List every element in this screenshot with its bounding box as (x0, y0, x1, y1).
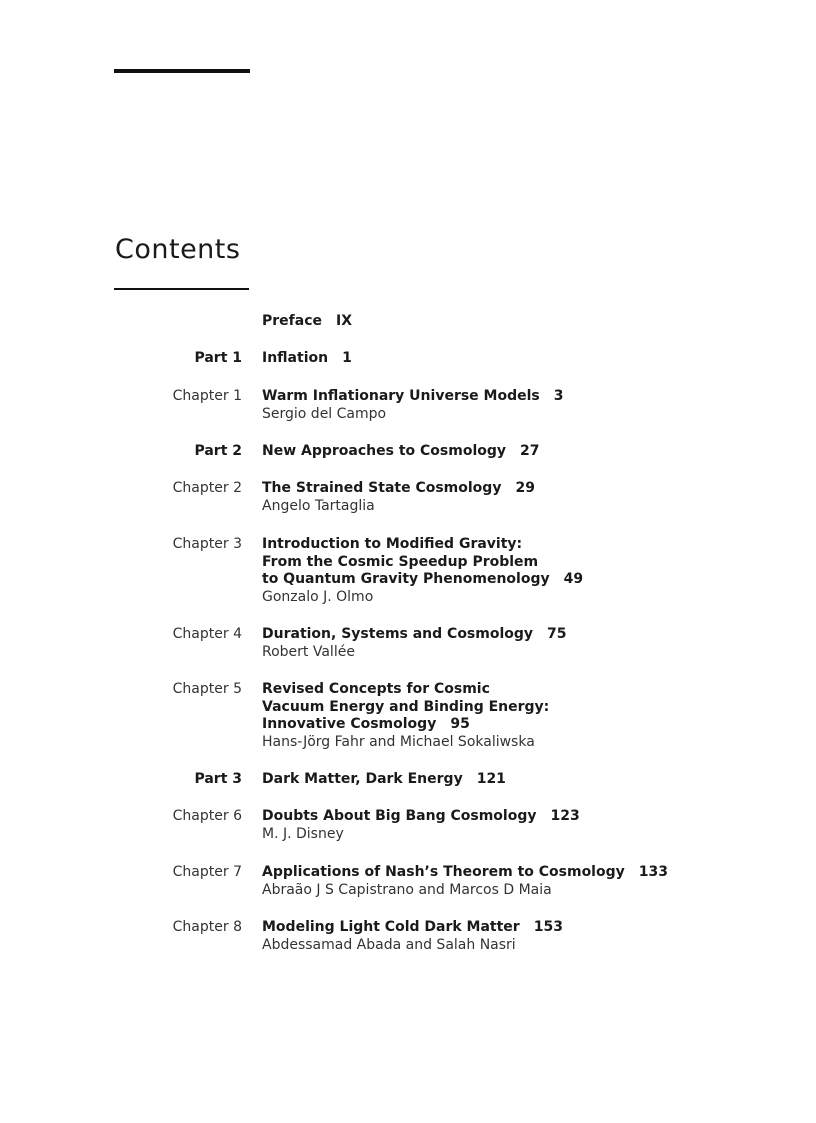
page-number: 49 (563, 571, 584, 588)
title-underline-rule (114, 288, 249, 290)
entry-body (262, 626, 712, 661)
top-decorative-rule (114, 69, 250, 73)
entry-author: Robert Vallée (262, 643, 355, 660)
entry-author: Gonzalo J. Olmo (262, 588, 374, 605)
chapter-label: Chapter 4 (172, 626, 242, 642)
entry-title-line: Duration, Systems and Cosmology 75 (262, 626, 567, 642)
entry-body (262, 313, 712, 331)
entry-author: Abraão J S Capistrano and Marcos D Maia (262, 881, 552, 898)
entry-author: Hans-Jörg Fahr and Michael Sokaliwska (262, 733, 535, 750)
entry-title-line: Dark Matter, Dark Energy 121 (262, 771, 506, 787)
chapter-label: Chapter 3 (172, 536, 242, 552)
entry-author: M. J. Disney (262, 825, 344, 842)
chapter-label: Chapter 1 (172, 388, 242, 404)
entry-title-line: Applications of Nash’s Theorem to Cosmology 133 (262, 864, 668, 880)
entry-body (262, 771, 712, 789)
part-label: Part 2 (194, 443, 242, 459)
page-number: 1 (342, 350, 352, 366)
page-number: 3 (553, 388, 564, 404)
entry-title-line: Revised Concepts for Cosmic (262, 681, 490, 697)
entry-title-line: Doubts About Big Bang Cosmology 123 (262, 808, 580, 824)
entry-title-line: Warm Inflationary Universe Models 3 (262, 388, 564, 404)
entry-title-line: From the Cosmic Speedup Problem (262, 553, 539, 570)
chapter-label: Chapter 7 (172, 864, 242, 880)
entry-body (262, 808, 712, 843)
entry-body (262, 350, 712, 368)
page-number: 75 (547, 626, 567, 642)
chapter-label: Chapter 6 (172, 808, 242, 824)
entry-author: Abdessamad Abada and Salah Nasri (262, 936, 516, 953)
entry-title-line: The Strained State Cosmology 29 (262, 480, 535, 496)
chapter-label: Chapter 5 (172, 681, 242, 697)
entry-body (262, 864, 712, 899)
entry-author: Angelo Tartaglia (262, 497, 375, 514)
page-number: IX (336, 313, 353, 329)
entry-title-line: Innovative Cosmology 95 (262, 716, 470, 733)
entry-title-line: Preface IX (262, 313, 353, 329)
part-label: Part 3 (194, 771, 242, 787)
entry-body (262, 536, 712, 606)
page-number: 95 (450, 716, 470, 733)
entry-body (262, 919, 712, 954)
entry-title-line: Introduction to Modified Gravity: (262, 536, 523, 552)
page-number: 121 (476, 771, 506, 787)
page-number: 123 (550, 808, 580, 824)
entry-author: Sergio del Campo (262, 405, 387, 422)
entry-title-line: Vacuum Energy and Binding Energy: (262, 698, 550, 715)
page-title: Contents (115, 234, 241, 265)
entry-body (262, 443, 712, 461)
entry-body (262, 388, 712, 423)
chapter-label: Chapter 2 (172, 480, 242, 496)
entry-title-line: to Quantum Gravity Phenomenology 49 (262, 571, 584, 588)
page-number: 133 (638, 864, 668, 880)
entry-body (262, 681, 712, 751)
chapter-label: Chapter 8 (172, 919, 242, 935)
page-number: 29 (515, 480, 535, 496)
entry-title-line: Inflation 1 (262, 350, 352, 366)
page-number: 153 (533, 919, 563, 935)
entry-title-line: New Approaches to Cosmology 27 (262, 443, 540, 459)
entry-title-line: Modeling Light Cold Dark Matter 153 (262, 919, 563, 935)
entry-body (262, 480, 712, 515)
page-number: 27 (520, 443, 540, 459)
part-label: Part 1 (194, 350, 242, 366)
